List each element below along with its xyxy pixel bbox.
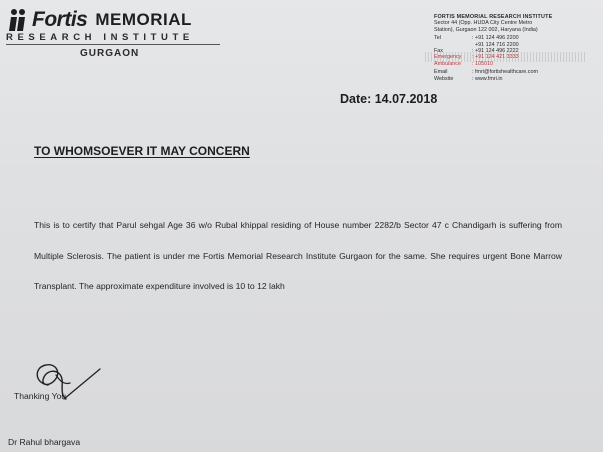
contact-value: : +91 124 496 2222 — [472, 48, 519, 55]
contact-label: Fax — [434, 48, 443, 55]
contact-row-website — [434, 76, 599, 82]
website-value: : www.fmri.in — [472, 75, 503, 82]
fortis-logo — [8, 8, 192, 32]
institute-name: FORTIS MEMORIAL RESEARCH INSTITUTE — [434, 14, 553, 20]
contact-value: : +91 124 496 2200 — [472, 35, 519, 42]
logo-city: GURGAON — [80, 48, 140, 59]
fortis-logo-icon — [8, 8, 30, 32]
letter-body: This is to certify that Parul sehgal Age 36 w/o Rubal khippal residing of House number 2282/b Sector 47 c Chandigarh is suffering from Multiple Sclerosis. The patient is under me Fortis Memorial Research Institute Gurgaon for the same. She requires urgent Bone Marrow Transplant. The approximate expenditure involved is 10 to 12 lakh — [34, 220, 562, 291]
address-line: Station), Gurgaon 122 002, Haryana (India) — [434, 26, 538, 33]
contact-label: Tel — [434, 35, 441, 42]
contact-value: : 105010 — [472, 60, 493, 67]
contact-label: Website — [434, 75, 454, 82]
email-value: : fmri@fortishealthcare.com — [472, 69, 538, 76]
letter-date: Date: 14.07.2018 — [340, 92, 438, 106]
address-line: Sector 44 (Opp. HUDA City Centre Metro — [434, 20, 533, 27]
letter-heading: TO WHOMSOEVER IT MAY CONCERN — [34, 144, 250, 158]
contact-label: Email — [434, 69, 448, 76]
contact-value: +91 124 716 2200 — [475, 41, 519, 48]
contact-value: : +91 124 421 3333 — [472, 54, 519, 61]
logo-wordmark-memorial: MEMORIAL — [95, 10, 192, 29]
signatory-name: Dr Rahul bhargava — [8, 437, 81, 447]
contact-label: Ambulance — [434, 60, 461, 67]
handwritten-signature — [26, 355, 106, 410]
logo-subtitle: RESEARCH INSTITUTE — [6, 32, 194, 43]
letterhead-watermark — [425, 52, 585, 62]
logo-divider — [6, 44, 220, 45]
logo-wordmark: Fortis — [32, 8, 88, 31]
closing-text: Thanking You — [14, 391, 67, 401]
contact-label: Emergency — [434, 54, 462, 61]
institute-contact-block — [434, 14, 599, 82]
